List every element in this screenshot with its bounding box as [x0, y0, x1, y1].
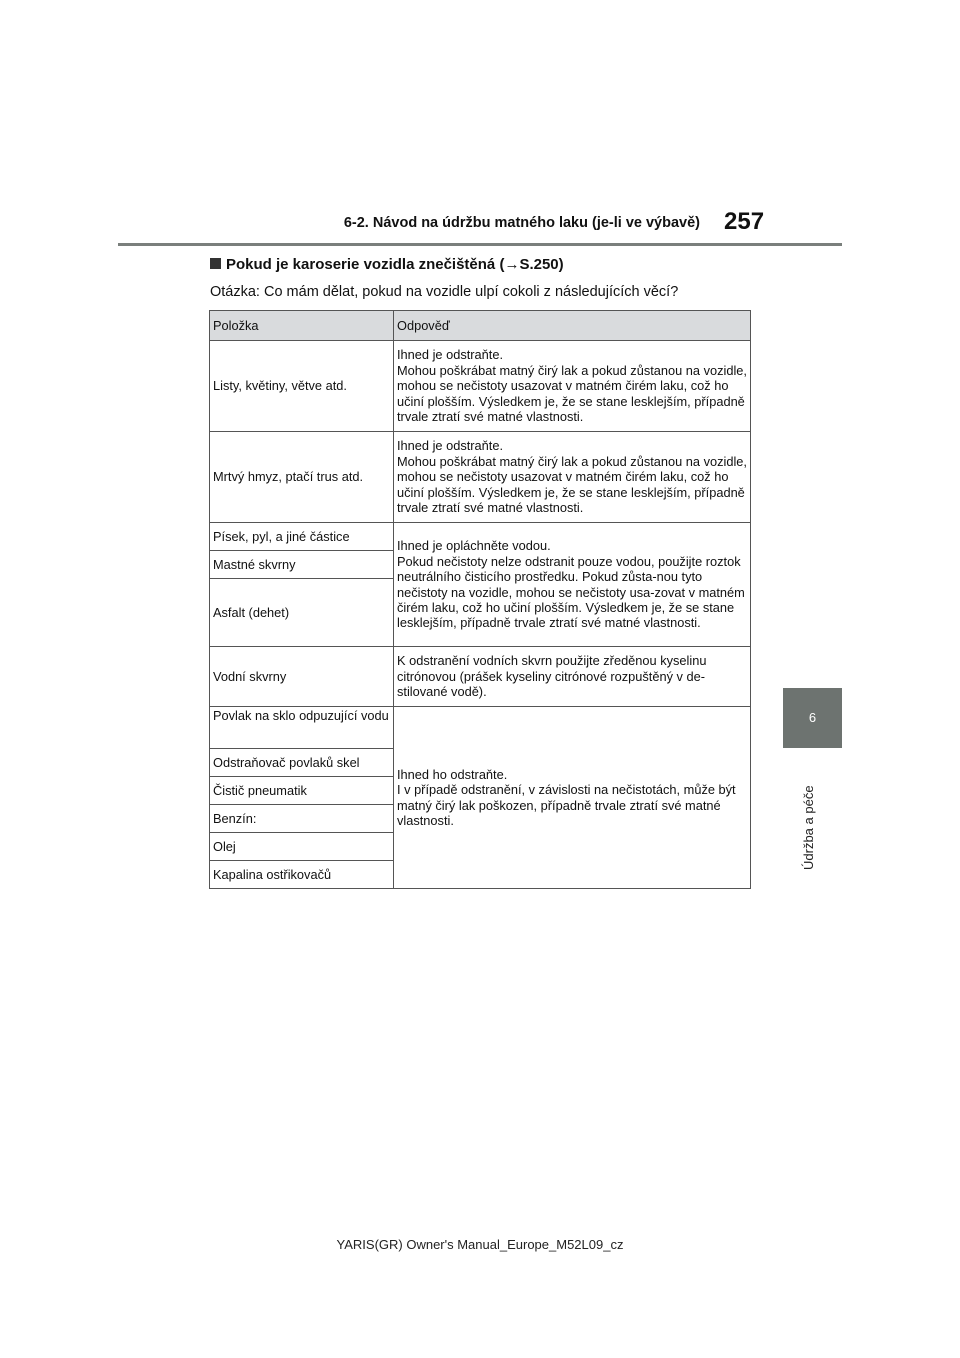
- table-header-row: [210, 311, 751, 341]
- answer-cell: Ihned je odstraňte. Mohou poškrábat matný čirý lak a pokud zůstanou na vozidle, mohou se nečistoty usazovat v matném čirém laku, což ho učiní plošším. Výsledkem je, že se stane lesklejším, případně trvale ztratí své matné vlastnosti.: [394, 341, 751, 432]
- table-row: [210, 341, 751, 432]
- item-cell: Vodní skvrny: [210, 647, 394, 707]
- item-cell: Mrtvý hmyz, ptačí trus atd.: [210, 432, 394, 523]
- running-header-title: 6-2. Návod na údržbu matného laku (je-li ve výbavě): [343, 215, 700, 231]
- item-cell: Povlak na sklo odpuzující vodu: [210, 707, 394, 749]
- care-table: [209, 310, 751, 889]
- column-header-answer: Odpověď: [394, 311, 751, 341]
- table-row: [210, 523, 751, 551]
- section-heading: [210, 256, 564, 273]
- item-cell: Asfalt (dehet): [210, 579, 394, 647]
- item-cell: Kapalina ostřikovačů: [210, 861, 394, 889]
- table-row: [210, 707, 751, 749]
- item-cell: Čistič pneumatik: [210, 777, 394, 805]
- question-text: Otázka: Co mám dělat, pokud na vozidle ulpí cokoli z následujících věcí?: [210, 284, 679, 300]
- section-heading-text: Pokud je karoserie vozidla znečištěná (→S.250): [226, 256, 564, 273]
- answer-cell: Ihned je odstraňte. Mohou poškrábat matný čirý lak a pokud zůstanou na vozidle, mohou se nečistoty usazovat v matném čirém laku, což ho učiní plošším. Výsledkem je, že se stane lesklejším, případně trvale ztratí své matné vlastnosti.: [394, 432, 751, 523]
- item-cell: Olej: [210, 833, 394, 861]
- answer-cell: Ihned je opláchněte vodou. Pokud nečistoty nelze odstranit pouze vodou, použijte roztok neutrálního čisticího prostředku. Pokud zůsta-nou tyto nečistoty na vozidle, mohou se nečistoty usa-zovat v matném čirém laku, což ho učiní plošším. Výsledkem je, že se stane lesklejším, případně trvale ztratí své matné vlastnosti.: [394, 523, 751, 647]
- footer-text: YARIS(GR) Owner's Manual_Europe_M52L09_cz: [336, 1237, 624, 1252]
- table-row: [210, 647, 751, 707]
- column-header-item: Položka: [210, 311, 394, 341]
- table-row: [210, 432, 751, 523]
- chapter-tab-label: Údržba a péče: [801, 785, 816, 870]
- page-number: 257: [724, 208, 765, 235]
- header-divider: [118, 243, 842, 246]
- item-cell: Listy, květiny, větve atd.: [210, 341, 394, 432]
- answer-cell: K odstranění vodních skvrn použijte zředěnou kyselinu citrónovou (prášek kyseliny citrónové rozpuštěný v de-stilované vodě).: [394, 647, 751, 707]
- item-cell: Odstraňovač povlaků skel: [210, 749, 394, 777]
- chapter-tab: 6: [783, 688, 842, 748]
- item-cell: Benzín:: [210, 805, 394, 833]
- item-cell: Mastné skvrny: [210, 551, 394, 579]
- item-cell: Písek, pyl, a jiné částice: [210, 523, 394, 551]
- answer-cell: Ihned ho odstraňte. I v případě odstranění, v závislosti na nečistotách, může být matný čirý lak poškozen, případně trvale ztratí své matné vlastnosti.: [394, 707, 751, 889]
- square-bullet-icon: [210, 258, 221, 269]
